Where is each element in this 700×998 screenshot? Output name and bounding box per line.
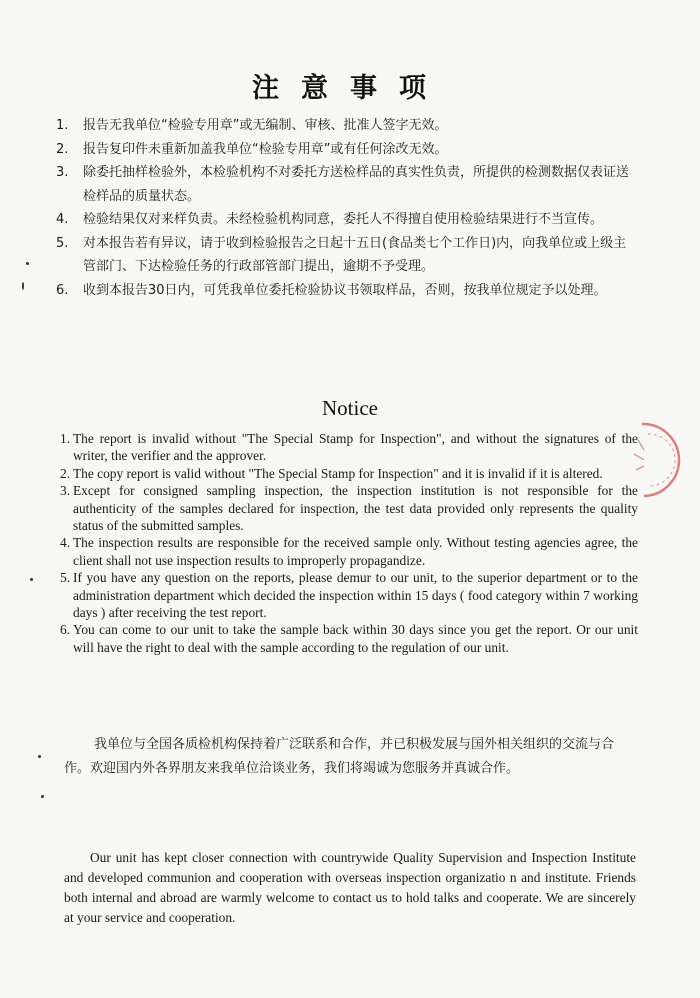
item-text: 对本报告若有异议，请于收到检验报告之日起十五日(食品类七个工作日)内，向我单位或上级主管部门、下达检验任务的行政部管部门提出，逾期不予受理。 [83, 235, 627, 274]
item-number: 5. [60, 570, 71, 586]
item-text: You can come to our unit to take the sample back within 30 days since you get the report. Or our unit will have the right to deal with the sample according to the regulation of our unit. [73, 622, 638, 655]
chinese-notice-item [56, 279, 636, 303]
chinese-notice-title: 注意事项 [252, 73, 448, 104]
scan-speck [22, 282, 24, 290]
chinese-closing-paragraph: 我单位与全国各质检机构保持着广泛联系和合作，并已积极发展与国外相关组织的交流与合作。欢迎国内外各界朋友来我单位洽谈业务，我们将竭诚为您服务并真诚合作。 [64, 737, 615, 776]
item-number: 5. [56, 235, 69, 251]
english-notice-item [60, 482, 638, 534]
item-number: 1. [60, 431, 71, 446]
english-notice-list [60, 430, 638, 656]
item-number: 6. [60, 622, 71, 638]
chinese-notice-item [56, 161, 636, 208]
english-closing-paragraph: Our unit has kept closer connection with countrywide Quality Supervision and Inspection Institute and developed communion and cooperation with overseas inspection organizatio n and institute. Friends both internal and abroad are warmly welcome to contact us to hold talks and cooperate. We are sincerely at your service and cooperation. [64, 850, 636, 925]
item-text: If you have any question on the reports, please demur to our unit, to the superior department or to the administration department which decided the inspection within 15 days ( food category within 7 working days ) after receiving the test report. [73, 570, 638, 621]
scan-speck [26, 262, 29, 265]
item-number: 4. [60, 535, 71, 551]
item-text: 除委托抽样检验外，本检验机构不对委托方送检样品的真实性负责，所提供的检测数据仅表证送检样品的质量状态。 [83, 165, 630, 204]
chinese-notice-list [56, 114, 636, 302]
english-notice-item [60, 534, 638, 569]
item-number: 2. [56, 141, 69, 157]
chinese-notice-item [56, 114, 636, 138]
chinese-notice-item [56, 138, 636, 162]
item-text: The report is invalid without "The Special Stamp for Inspection", and without the signatures of the writer, the verifier and the approver. [73, 431, 638, 464]
scan-speck [30, 578, 33, 581]
chinese-notice-item [56, 232, 636, 279]
item-text: The copy report is valid without "The Special Stamp for Inspection" and it is invalid if it is altered. [73, 465, 603, 481]
item-number: 1. [56, 118, 69, 133]
item-text: 报告无我单位“检验专用章”或无编制、审核、批准人签字无效。 [83, 118, 448, 133]
red-seal-stamp [604, 420, 684, 500]
english-notice-item [60, 465, 638, 482]
scan-speck [41, 795, 44, 798]
item-number: 6. [56, 282, 69, 298]
english-notice-item [60, 430, 638, 465]
english-notice-title: Notice [322, 396, 378, 420]
item-text: The inspection results are responsible for the received sample only. Without testing agencies agree, the client shall not use inspection results to improperly propagandize. [73, 535, 638, 568]
item-number: 3. [56, 165, 69, 180]
item-number: 4. [56, 212, 69, 227]
chinese-notice-item [56, 208, 636, 232]
english-notice-item [60, 569, 638, 621]
item-text: 检验结果仅对来样负责。未经检验机构同意，委托人不得擅自使用检验结果进行不当宣传。 [83, 212, 604, 227]
item-text: 报告复印件未重新加盖我单位“检验专用章”或有任何涂改无效。 [83, 141, 448, 157]
item-text: Except for consigned sampling inspection, the inspection institution is not responsible for the authenticity of the samples declared for inspection, the test data provided only represents the quality status of the submitted samples. [73, 483, 638, 534]
english-notice-item [60, 621, 638, 656]
scan-speck [38, 755, 41, 758]
item-text: 收到本报告30日内，可凭我单位委托检验协议书领取样品，否则，按我单位规定予以处理。 [83, 282, 607, 298]
item-number: 3. [60, 483, 71, 499]
item-number: 2. [60, 465, 71, 481]
